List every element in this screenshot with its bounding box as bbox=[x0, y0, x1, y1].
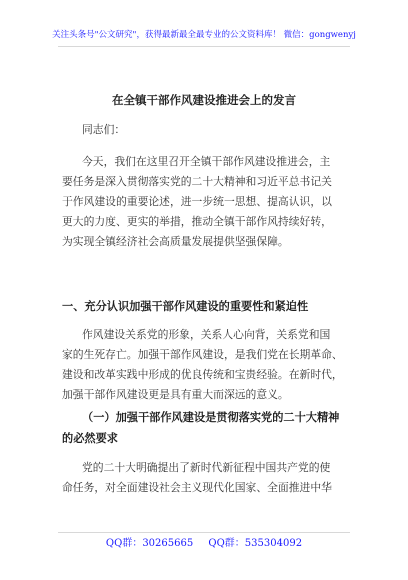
section-line: 加强干部作风建设更是具有重大而深远的意义。 bbox=[62, 388, 289, 401]
footer-divider bbox=[58, 532, 350, 533]
footer-qq-group-1: QQ群：30265665 bbox=[105, 538, 194, 549]
header-promo-note: 关注头条号"公文研究"，获得最新最全最专业的公文资料库！ 微信：gongwenyj bbox=[52, 30, 356, 40]
intro-line: 今天，我们在这里召开全镇干部作风建设推进会，主 bbox=[82, 155, 331, 168]
intro-line: 为实现全镇经济社会高质量发展提供坚强保障。 bbox=[62, 235, 289, 248]
section-line: 建设和改革实践中形成的优良传统和宝贵经验。在新时代， bbox=[62, 368, 343, 381]
greeting-text: 同志们： bbox=[82, 123, 126, 136]
section-line: 家的生死存亡。加强干部作风建设，是我们党在长期革命、 bbox=[62, 348, 343, 361]
section-heading bbox=[62, 296, 344, 317]
subsection-heading bbox=[62, 407, 344, 449]
footer-qq-group-2: QQ群：535304092 bbox=[208, 538, 303, 549]
intro-line: 于作风建设的重要论述，进一步统一思想、提高认识，以 bbox=[62, 195, 332, 208]
header-divider bbox=[58, 46, 350, 47]
intro-line: 更大的力度、更实的举措，推动全镇干部作风持续好转， bbox=[62, 215, 332, 228]
greeting bbox=[82, 120, 344, 140]
intro-paragraph bbox=[62, 152, 344, 252]
subsection-paragraph bbox=[62, 458, 344, 498]
subsection-line: 党的二十大明确提出了新时代新征程中国共产党的使 bbox=[82, 461, 331, 474]
intro-line: 要任务是深入贯彻落实党的二十大精神和习近平总书记关 bbox=[62, 175, 332, 188]
section-heading-text: 一、充分认识加强干部作风建设的重要性和紧迫性 bbox=[62, 299, 309, 313]
subsection-heading-line: （一）加强干部作风建设是贯彻落实党的二十大精神 bbox=[82, 410, 340, 424]
subsection-line: 命任务，对全面建设社会主义现代化国家、全面推进中华 bbox=[62, 481, 332, 494]
footer-contact bbox=[0, 534, 408, 549]
section-paragraph bbox=[62, 325, 344, 405]
section-line: 作风建设关系党的形象，关系人心向背，关系党和国 bbox=[82, 328, 331, 341]
document-title: 在全镇干部作风建设推进会上的发言 bbox=[112, 93, 296, 107]
subsection-heading-line: 的必然要求 bbox=[62, 431, 118, 445]
